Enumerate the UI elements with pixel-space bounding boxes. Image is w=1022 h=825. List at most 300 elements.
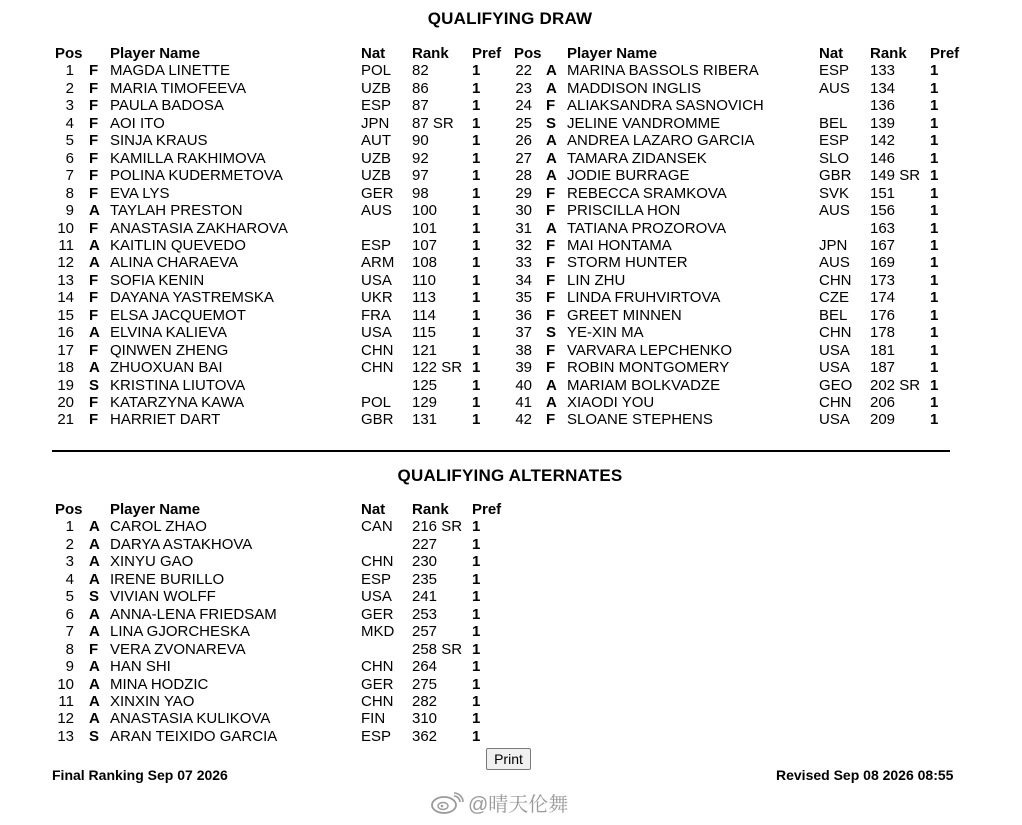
row-nat: JPN [819,236,848,254]
row-pref: 1 [472,518,481,536]
row-nat: GBR [819,167,852,185]
row-status: A [546,219,557,237]
row-player-name: QINWEN ZHENG [110,341,229,359]
row-rank: 108 [412,254,438,272]
row-player-name: PAULA BADOSA [110,97,224,115]
row-pos: 31 [515,219,532,237]
row-pref: 1 [930,236,939,254]
row-pref: 1 [930,254,939,272]
row-nat: UKR [361,289,393,307]
row-player-name: HARRIET DART [110,411,221,429]
row-player-name: GREET MINNEN [567,306,682,324]
row-status: F [89,306,99,324]
row-pref: 1 [930,62,939,80]
row-status: F [89,341,99,359]
row-nat: ESP [361,97,392,115]
row-nat: UZB [361,79,391,97]
row-rank: 125 [412,376,438,394]
row-pref: 1 [472,535,481,553]
row-player-name: TAYLAH PRESTON [110,202,243,220]
row-player-name: ELVINA KALIEVA [110,324,228,342]
row-player-name: TATIANA PROZOROVA [567,219,727,237]
row-pref: 1 [472,167,481,185]
row-nat: BEL [819,114,848,132]
col-header-player-name: Player Name [567,45,658,62]
row-player-name: ANDREA LAZARO GARCIA [567,132,755,150]
row-pos: 19 [57,376,74,394]
row-pref: 1 [472,97,481,115]
col-header-pos: Pos [55,45,83,62]
row-pos: 7 [65,167,74,185]
row-player-name: MADDISON INGLIS [567,79,702,97]
row-nat: GBR [361,411,394,429]
row-rank: 113 [412,289,436,307]
row-player-name: KATARZYNA KAWA [110,394,245,411]
row-status: A [89,202,100,220]
row-rank: 167 [870,236,896,254]
row-pref: 1 [930,376,939,394]
row-rank: 131 [412,411,438,429]
col-header-pos: Pos [55,501,83,518]
row-nat: CZE [819,289,849,307]
row-nat: USA [361,271,392,289]
row-rank: 87 SR [412,114,454,132]
row-player-name: XINYU GAO [110,553,194,571]
row-status: F [89,394,99,411]
row-player-name: JODIE BURRAGE [567,167,690,185]
row-status: F [89,114,99,132]
final-ranking-date: Final Ranking Sep 07 2026 [52,767,228,783]
row-nat: CHN [361,692,394,710]
row-pref: 1 [930,184,939,202]
row-player-name: REBECCA SRAMKOVA [567,184,727,202]
row-pref: 1 [472,132,481,150]
row-nat: AUT [361,132,391,150]
row-pref: 1 [472,394,481,411]
row-player-name: JELINE VANDROMME [567,114,721,132]
row-pref: 1 [472,640,481,658]
row-status: A [89,623,100,641]
watermark-text: @晴天伦舞 [468,794,569,816]
row-status: F [546,236,556,254]
row-pos: 30 [515,202,532,220]
row-pos: 37 [515,324,532,342]
row-nat: CHN [361,359,394,377]
row-pos: 42 [515,411,532,429]
row-nat: ESP [361,727,392,745]
row-player-name: TAMARA ZIDANSEK [567,149,707,167]
row-pos: 11 [58,692,74,710]
row-rank: 82 [412,62,429,80]
row-rank: 97 [412,167,429,185]
row-pref: 1 [930,149,939,167]
row-player-name: ANASTASIA KULIKOVA [110,710,271,728]
row-status: A [546,394,557,411]
row-player-name: XINXIN YAO [110,692,195,710]
row-rank: 181 [870,341,896,359]
row-pref: 1 [930,271,939,289]
watermark [430,788,568,817]
row-rank: 206 [870,394,896,411]
row-status: F [89,640,99,658]
row-status: A [89,692,100,710]
row-nat: CAN [361,518,393,536]
row-nat: SLO [819,149,850,167]
row-nat: CHN [819,324,852,342]
row-pos: 23 [515,79,532,97]
row-player-name: MARINA BASSOLS RIBERA [567,62,759,80]
row-status: A [89,535,100,553]
row-status: F [89,62,99,80]
section-divider [52,450,950,452]
row-pref: 1 [472,605,481,623]
row-rank: 258 SR [412,640,463,658]
weibo-logo-icon [430,792,464,814]
row-nat: BEL [819,306,848,324]
row-pos: 5 [65,132,74,150]
row-status: A [89,254,100,272]
col-header-pref: Pref [930,45,960,62]
row-player-name: SLOANE STEPHENS [567,411,713,429]
row-rank: 235 [412,570,438,588]
row-nat: USA [819,341,850,359]
row-rank: 151 [870,184,896,202]
row-pos: 20 [57,394,74,411]
row-pos: 5 [65,588,74,606]
row-player-name: VIVIAN WOLFF [110,588,216,606]
row-status: F [89,411,99,429]
row-rank: 227 [412,535,438,553]
row-status: A [89,553,100,571]
row-pref: 1 [472,710,481,728]
row-nat: ESP [819,132,850,150]
row-rank: 107 [412,236,438,254]
row-pref: 1 [472,184,481,202]
row-pref: 1 [930,341,939,359]
row-rank: 169 [870,254,896,272]
row-status: A [89,605,100,623]
row-rank: 101 [412,219,438,237]
row-player-name: CAROL ZHAO [110,518,207,536]
row-rank: 142 [870,132,896,150]
row-pos: 8 [65,640,74,658]
row-pref: 1 [472,254,481,272]
row-player-name: KRISTINA LIUTOVA [110,376,246,394]
row-status: A [546,132,557,150]
row-rank: 209 [870,411,896,429]
row-player-name: EVA LYS [110,184,170,202]
row-pos: 6 [65,605,74,623]
col-header-rank: Rank [870,45,907,62]
row-nat: CHN [819,394,852,411]
row-pos: 36 [515,306,532,324]
row-pos: 39 [515,359,532,377]
row-rank: 149 SR [870,167,921,185]
row-rank: 253 [412,605,438,623]
row-player-name: XIAODI YOU [567,394,655,411]
row-pos: 11 [58,236,74,254]
row-player-name: KAMILLA RAKHIMOVA [110,149,266,167]
row-rank: 163 [870,219,896,237]
row-pos: 16 [57,324,74,342]
row-player-name: DAYANA YASTREMSKA [110,289,274,307]
row-player-name: VARVARA LEPCHENKO [567,341,733,359]
col-header-pref: Pref [472,45,502,62]
row-player-name: IRENE BURILLO [110,570,225,588]
col-header-nat: Nat [361,501,386,518]
row-rank: 121 [412,341,438,359]
row-status: A [89,236,100,254]
row-nat: UZB [361,167,391,185]
row-player-name: ALINA CHARAEVA [110,254,239,272]
row-status: S [89,376,100,394]
row-pref: 1 [472,692,481,710]
row-status: F [546,97,556,115]
row-rank: 134 [870,79,896,97]
row-player-name: MAGDA LINETTE [110,62,231,80]
row-status: A [89,324,100,342]
row-nat: FIN [361,710,386,728]
row-pref: 1 [930,359,939,377]
row-rank: 98 [412,184,429,202]
row-pref: 1 [472,553,481,571]
row-pref: 1 [472,202,481,220]
row-rank: 136 [870,97,896,115]
row-rank: 87 [412,97,429,115]
row-pref: 1 [472,359,481,377]
row-pos: 10 [57,219,74,237]
row-pref: 1 [930,411,939,429]
row-nat: FRA [361,306,391,324]
row-pref: 1 [930,202,939,220]
row-status: S [546,324,557,342]
row-pref: 1 [472,570,481,588]
row-nat: AUS [819,202,850,220]
row-pos: 28 [515,167,532,185]
row-pref: 1 [472,727,481,745]
row-pref: 1 [930,132,939,150]
row-status: A [546,79,557,97]
row-pref: 1 [472,658,481,676]
row-rank: 114 [412,306,436,324]
row-nat: UZB [361,149,391,167]
row-pref: 1 [472,341,481,359]
row-pos: 14 [57,289,74,307]
row-status: F [89,79,99,97]
row-status: F [89,289,99,307]
row-pref: 1 [472,324,481,342]
row-status: A [89,570,100,588]
row-pos: 15 [57,306,74,324]
row-rank: 174 [870,289,896,307]
row-rank: 86 [412,79,429,97]
row-nat: CHN [361,553,394,571]
row-pos: 35 [515,289,532,307]
row-rank: 176 [870,306,896,324]
row-nat: SVK [819,184,850,202]
row-rank: 173 [870,271,896,289]
row-pref: 1 [472,62,481,80]
row-pos: 17 [57,341,74,359]
row-pos: 21 [57,411,74,429]
row-pos: 13 [57,271,74,289]
row-pos: 9 [65,658,74,676]
row-status: F [546,359,556,377]
row-status: F [546,306,556,324]
row-nat: ESP [361,236,392,254]
row-status: S [89,727,100,745]
row-status: F [546,271,556,289]
row-rank: 139 [870,114,896,132]
row-status: A [89,675,100,693]
row-nat: GER [361,184,394,202]
row-pos: 2 [65,535,74,553]
row-pos: 26 [515,132,532,150]
col-header-player-name: Player Name [110,45,201,62]
row-pos: 38 [515,341,532,359]
row-status: A [89,658,100,676]
row-status: F [546,202,556,220]
row-status: A [546,149,557,167]
row-rank: 216 SR [412,518,463,536]
row-pref: 1 [472,219,481,237]
row-status: A [89,518,100,536]
row-rank: 241 [412,588,438,606]
col-header-pref: Pref [472,501,502,518]
row-pos: 24 [515,97,532,115]
row-rank: 146 [870,149,896,167]
row-pos: 9 [65,202,74,220]
row-pos: 6 [65,149,74,167]
row-nat: ARM [361,254,395,272]
row-nat: USA [819,359,850,377]
row-rank: 282 [412,692,438,710]
row-pos: 1 [65,62,74,80]
row-status: F [89,271,99,289]
row-rank: 230 [412,553,438,571]
row-player-name: LIN ZHU [567,271,626,289]
row-pref: 1 [930,167,939,185]
row-pos: 3 [65,553,74,571]
print-button[interactable]: Print [486,748,531,770]
row-player-name: ARAN TEIXIDO GARCIA [110,727,278,745]
row-pref: 1 [930,79,939,97]
row-status: F [89,97,99,115]
row-pos: 22 [515,62,532,80]
row-status: A [546,376,557,394]
row-player-name: ELSA JACQUEMOT [110,306,246,324]
qualifying-draw-title: QUALIFYING DRAW [427,9,593,28]
row-rank: 178 [870,324,896,342]
row-player-name: SOFIA KENIN [110,271,205,289]
row-pref: 1 [472,289,481,307]
row-status: F [546,411,556,429]
row-pref: 1 [930,324,939,342]
row-status: F [89,184,99,202]
row-pref: 1 [472,114,481,132]
col-header-nat: Nat [819,45,844,62]
row-nat: AUS [819,254,850,272]
row-player-name: SINJA KRAUS [110,132,208,150]
row-nat: AUS [361,202,392,220]
revised-date: Revised Sep 08 2026 08:55 [776,767,954,783]
row-pos: 40 [515,376,532,394]
row-pos: 13 [57,727,74,745]
row-player-name: LINA GJORCHESKA [110,623,251,641]
row-rank: 92 [412,149,429,167]
row-player-name: MINA HODZIC [110,675,209,693]
row-player-name: AOI ITO [110,114,165,132]
row-pos: 2 [65,79,74,97]
row-pref: 1 [472,623,481,641]
row-rank: 187 [870,359,896,377]
row-player-name: HAN SHI [110,658,171,676]
row-pref: 1 [472,376,481,394]
row-pos: 41 [515,394,532,411]
row-nat: USA [361,324,392,342]
row-pos: 29 [515,184,532,202]
row-status: F [89,167,99,185]
row-player-name: LINDA FRUHVIRTOVA [567,289,721,307]
row-nat: CHN [361,341,394,359]
row-player-name: VERA ZVONAREVA [110,640,246,658]
row-pos: 33 [515,254,532,272]
col-header-pos: Pos [514,45,542,62]
row-pos: 18 [57,359,74,377]
row-pref: 1 [472,149,481,167]
row-player-name: ALIAKSANDRA SASNOVICH [567,97,764,115]
row-nat: CHN [819,271,852,289]
row-player-name: YE-XIN MA [567,324,644,342]
row-pref: 1 [472,411,481,429]
row-player-name: STORM HUNTER [567,254,688,272]
row-pref: 1 [930,219,939,237]
row-nat: ESP [819,62,850,80]
row-pref: 1 [930,394,939,411]
row-status: A [546,167,557,185]
row-player-name: PRISCILLA HON [567,202,681,220]
row-status: F [89,219,99,237]
row-status: F [546,254,556,272]
row-nat: AUS [819,79,850,97]
row-pref: 1 [930,114,939,132]
row-player-name: ROBIN MONTGOMERY [567,359,730,377]
row-player-name: MAI HONTAMA [567,236,672,254]
row-status: S [89,588,100,606]
row-rank: 100 [412,202,438,220]
row-nat: USA [819,411,850,429]
row-player-name: ANASTASIA ZAKHAROVA [110,219,288,237]
row-player-name: MARIAM BOLKVADZE [567,376,721,394]
row-player-name: MARIA TIMOFEEVA [110,79,247,97]
row-pos: 12 [57,254,74,272]
row-rank: 110 [412,271,436,289]
row-rank: 362 [412,727,438,745]
row-status: F [546,184,556,202]
row-pos: 8 [65,184,74,202]
row-rank: 129 [412,394,438,411]
row-rank: 156 [870,202,896,220]
row-pos: 12 [57,710,74,728]
row-pos: 7 [65,623,74,641]
row-player-name: POLINA KUDERMETOVA [110,167,283,185]
row-player-name: KAITLIN QUEVEDO [110,236,246,254]
row-pref: 1 [472,306,481,324]
row-pos: 4 [65,570,74,588]
row-rank: 257 [412,623,438,641]
row-rank: 122 SR [412,359,463,377]
row-nat: POL [361,394,392,411]
